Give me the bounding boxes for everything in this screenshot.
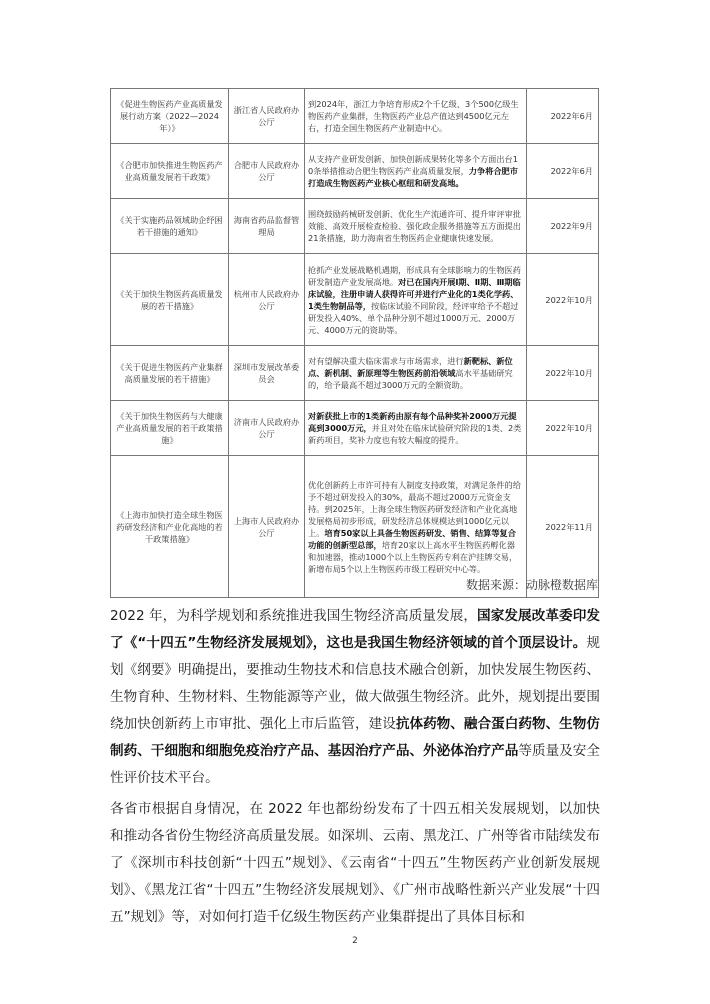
release-date-cell: 2022年6月: [527, 144, 599, 199]
paragraph-text: 规划《纲要》明确提出，要推动生物技术和信息技术融合创新，加快发展生物医药、生物育种、生物材料、生物能源等产业，做大做强生物经济。此外，规划提出要围绕加快创新药上市审批、强化上市后监管，建设: [110, 635, 600, 732]
policy-content-cell: [305, 346, 527, 401]
issuer-cell: 上海市人民政府办公厅: [229, 456, 305, 598]
policy-table-body: [111, 89, 599, 598]
release-date-cell: 2022年10月: [527, 254, 599, 346]
paragraph-text: 2022 年，为科学规划和系统推进我国生物经济高质量发展，: [110, 608, 478, 624]
policy-name-cell: 《关于促进生物医药产业集群高质量发展的若干措施》: [111, 346, 229, 401]
policy-name-cell: 《合肥市加快推进生物医药产业高质量发展若干政策》: [111, 144, 229, 199]
table-row: [111, 401, 599, 456]
content-bold: 对新获批上市的1类新药由原有每个品种奖补2000万元提高到3000万元，: [308, 411, 517, 433]
policy-content-cell: [305, 199, 527, 254]
content-text: 并且对处在临床试验研究阶段的1类、2类新药项目，奖补力度也有较大幅度的提升。: [308, 423, 522, 445]
paragraph-text: 等质量及安全性评价技术平台。: [110, 743, 601, 786]
paragraph-text: 各省市根据自身情况，在 2022 年也都纷纷发布了十四五相关发展规划，以加快和推动各省份生物经济高质量发展。如深圳、云南、黑龙江、广州等省市陆续发布了《深圳市科技创新“十四五”规划》、《云南省“十四五”生物医药产业创新发展规划》、《黑龙江省“十四五”生物经济发展规划》、《广州市战略性新兴产业发展“十四五”规划》等，对如何打造千亿级生物医药产业集群提出了具体目标和: [110, 801, 600, 925]
content-bold: 对已在国内开展Ⅰ期、Ⅱ期、Ⅲ期临床试验，注册申请人获得许可并进行产业化的1类化学药、1类生物制品等，: [308, 276, 521, 311]
policy-name-cell: 《关于实施药品领域助企纾困若干措施的通知》: [111, 199, 229, 254]
release-date-cell: 2022年10月: [527, 401, 599, 456]
table-row: [111, 346, 599, 401]
release-date-cell: 2022年10月: [527, 346, 599, 401]
content-bold: 培育50家以上具备生物医药研发、销售、结算等复合功能的创新型总部，: [308, 527, 516, 550]
table-row: [111, 144, 599, 199]
release-date-cell: 2022年11月: [527, 456, 599, 598]
issuer-cell: 合肥市人民政府办公厅: [229, 144, 305, 199]
release-date-cell: 2022年6月: [527, 89, 599, 144]
content-text: 到2024年，浙江力争培育形成2个千亿级、3个500亿级生物医药产业集群，生物医药产业总产值达到4500亿元左右，打造全国生物医药产业制造中心。: [308, 99, 519, 133]
policy-name-cell: 《关于加快生物医药与大健康产业高质量发展的若干政策措施》: [111, 401, 229, 456]
content-text: 围绕鼓励药械研发创新、优化生产流通许可、提升审评审批效能、高效开展检查检验、强化政企服务措施等五方面提出21条措施，助力海南省生物医药企业健康快速发展。: [308, 209, 521, 243]
issuer-cell: 深圳市发展改革委员会: [229, 346, 305, 401]
table-row: [111, 89, 599, 144]
policy-content-cell: [305, 89, 527, 144]
release-date-cell: 2022年9月: [527, 199, 599, 254]
policy-name-cell: 《促进生物医药产业高质量发展行动方案（2022—2024年）》: [111, 89, 229, 144]
content-bold: 新靶标、新位点、新机制、新原理等生物医药前沿领域: [308, 356, 513, 378]
issuer-cell: 济南市人民政府办公厅: [229, 401, 305, 456]
issuer-cell: 杭州市人民政府办公厅: [229, 254, 305, 346]
data-source-note: 数据来源：动脉橙数据库: [465, 578, 598, 592]
content-text: 按临床试验不同阶段，经评审给予不超过研发投入40%、单个品种分别不超过1000万元、2000万元、4000万元的资助等。: [308, 300, 519, 335]
paragraph-2: [110, 796, 600, 931]
content-text: 优化创新药上市许可持有人制度支持政策，对满足条件的给予不超过研发投入的30%，最高不超过2000万元资金支持。到2025年，上海全球生物医药研发经济和产业化高地发展格局初步形成，研发经济总体规模达到1000亿元以上。: [308, 479, 521, 538]
policy-name-cell: 《关于加快生物医药高质量发展的若干措施》: [111, 254, 229, 346]
issuer-cell: 浙江省人民政府办公厅: [229, 89, 305, 144]
table-row: [111, 254, 599, 346]
policy-content-cell: [305, 144, 527, 199]
paragraph-1: [110, 603, 600, 792]
content-text: 抢抓产业发展战略机遇期，形成具有全球影响力的生物医药研发制造产业发展高地。: [308, 264, 521, 287]
content-text: 培育20家以上高水平生物医药孵化器和加速器，推动1000个以上生物医药专利在沪挂牌交易，新增布局5个以上生物医药市级工程研究中心等。: [308, 539, 518, 574]
paragraph-bold: 国家发展改革委印发了《“十四五”生物经济发展规划》，这也是我国生物经济领域的首个顶层设计。: [110, 608, 600, 651]
policy-content-cell: [305, 254, 527, 346]
policy-content-cell: [305, 401, 527, 456]
policy-table: [110, 88, 599, 598]
paragraph-bold: 抗体药物、融合蛋白药物、生物仿制药、干细胞和细胞免疫治疗产品、基因治疗产品、外泌体治疗产品: [110, 716, 600, 759]
content-text: 高水平基础研究的，给予最高不超过3000万元的全额资助。: [308, 368, 513, 390]
table-row: [111, 199, 599, 254]
content-text: 对有望解决重大临床需求与市场需求，进行: [308, 356, 464, 366]
policy-name-cell: 《上海市加快打造全球生物医药研发经济和产业化高地的若干政策措施》: [111, 456, 229, 598]
content-bold: 力争将合肥市打造成生物医药产业核心枢纽和研发高地。: [308, 166, 518, 188]
content-text: 从支持产业研发创新、加快创新成果转化等多个方面出台10条举措推动合肥生物医药产业高质量发展，: [308, 154, 518, 176]
issuer-cell: 海南省药品监督管理局: [229, 199, 305, 254]
page-number: 2: [352, 936, 358, 946]
